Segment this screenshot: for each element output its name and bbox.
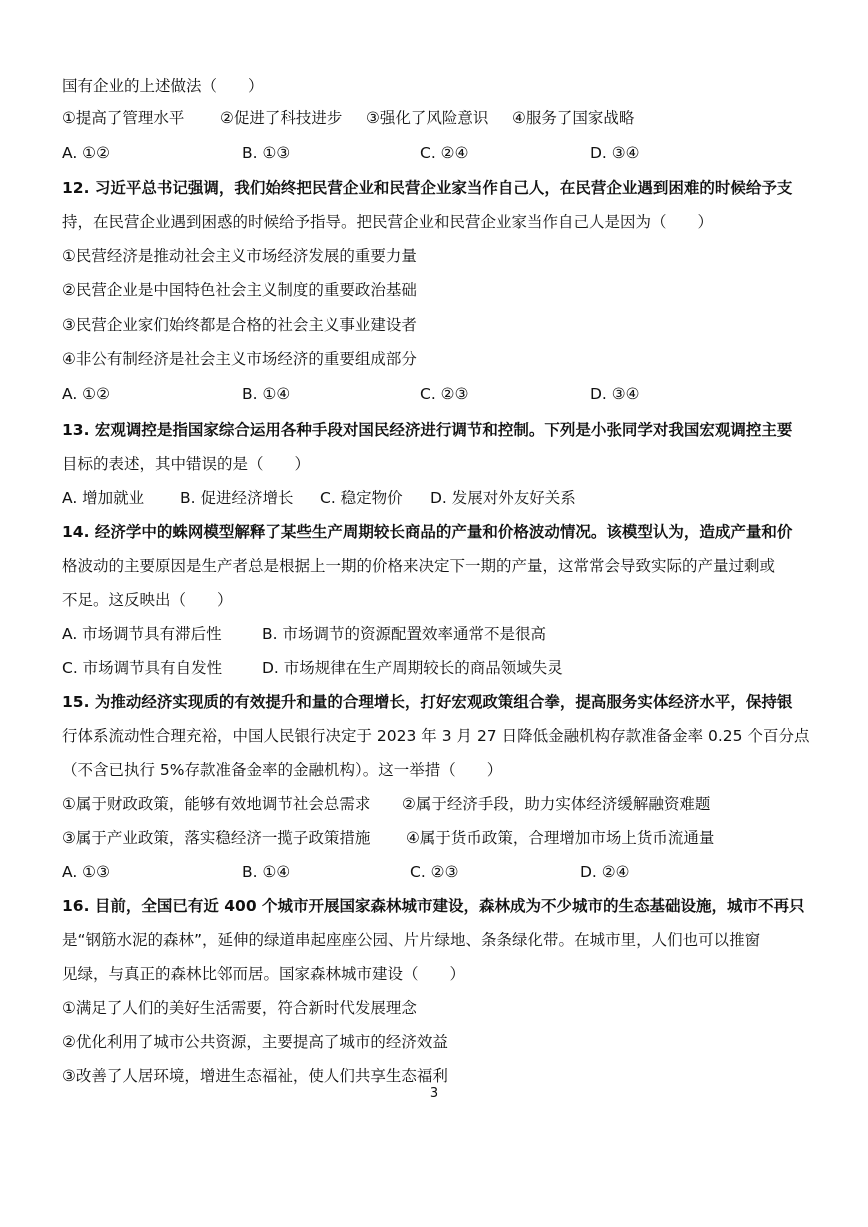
q13-stem-line-1: 13. 宏观调控是指国家综合运用各种手段对国民经济进行调节和控制。下列是小张同学对我国宏观调控主要 [62, 421, 793, 439]
q11-option-b: B. ①③ [242, 144, 291, 162]
q15-stem-line-3: （不含已执行 5%存款准备金率的金融机构）。这一举措（ ） [62, 761, 503, 779]
q11-option-a: A. ①② [62, 144, 110, 162]
q12-item-3: ③民营企业家们始终都是合格的社会主义事业建设者 [62, 316, 417, 334]
q15-option-a: A. ①③ [62, 863, 110, 881]
q12-stem-line-1: 12. 习近平总书记强调，我们始终把民营企业和民营企业家当作自己人，在民营企业遇到困难的时候给予支 [62, 179, 793, 197]
q12-stem-line-2: 持，在民营企业遇到困惑的时候给予指导。把民营企业和民营企业家当作自己人是因为（ ） [62, 213, 714, 231]
q16-stem-line-1: 16. 目前，全国已有近 400 个城市开展国家森林城市建设，森林成为不少城市的生态基础设施，城市不再只 [62, 897, 805, 915]
q15-option-c: C. ②③ [410, 863, 459, 881]
q11-item-1: ①提高了管理水平 [62, 109, 185, 127]
q15-item-1: ①属于财政政策，能够有效地调节社会总需求 [62, 795, 371, 813]
q13-option-b: B. 促进经济增长 [180, 489, 294, 507]
q12-item-4: ④非公有制经济是社会主义市场经济的重要组成部分 [62, 350, 417, 368]
page-number: 3 [429, 1086, 439, 1101]
q11-option-c: C. ②④ [420, 144, 469, 162]
q14-stem-line-3: 不足。这反映出（ ） [62, 591, 233, 609]
q12-option-a: A. ①② [62, 385, 110, 403]
q12-item-2: ②民营企业是中国特色社会主义制度的重要政治基础 [62, 281, 417, 299]
q12-option-c: C. ②③ [420, 385, 469, 403]
q15-item-2: ②属于经济手段，助力实体经济缓解融资难题 [402, 795, 711, 813]
q16-stem-line-2: 是“钢筋水泥的森林”，延伸的绿道串起座座公园、片片绿地、条条绿化带。在城市里，人们也可以推窗 [62, 931, 761, 949]
q11-item-2: ②促进了科技进步 [220, 109, 343, 127]
q11-item-3: ③强化了风险意识 [366, 109, 489, 127]
q15-stem-line-1: 15. 为推动经济实现质的有效提升和量的合理增长，打好宏观政策组合拳，提高服务实体经济水平，保持银 [62, 693, 793, 711]
q13-option-c: C. 稳定物价 [320, 489, 403, 507]
q11-stem-tail: 国有企业的上述做法（ ） [62, 77, 264, 95]
q14-stem-line-2: 格波动的主要原因是生产者总是根据上一期的价格来决定下一期的产量，这常常会导致实际的产量过剩或 [62, 557, 776, 575]
q11-item-4: ④服务了国家战略 [512, 109, 635, 127]
q15-option-b: B. ①④ [242, 863, 291, 881]
q16-item-2: ②优化利用了城市公共资源，主要提高了城市的经济效益 [62, 1033, 448, 1051]
q15-stem-line-2: 行体系流动性合理充裕，中国人民银行决定于 2023 年 3 月 27 日降低金融机构存款准备金率 0.25 个百分点 [62, 727, 810, 745]
q11-option-d: D. ③④ [590, 144, 640, 162]
q12-option-b: B. ①④ [242, 385, 291, 403]
q14-option-c: C. 市场调节具有自发性 [62, 659, 223, 677]
q15-option-d: D. ②④ [580, 863, 630, 881]
q14-option-b: B. 市场调节的资源配置效率通常不是很高 [262, 625, 546, 643]
q13-option-d: D. 发展对外友好关系 [430, 489, 576, 507]
q12-option-d: D. ③④ [590, 385, 640, 403]
q13-stem-line-2: 目标的表述，其中错误的是（ ） [62, 455, 311, 473]
q16-item-3: ③改善了人居环境，增进生态福祉，使人们共享生态福利 [62, 1067, 448, 1085]
q12-item-1: ①民营经济是推动社会主义市场经济发展的重要力量 [62, 247, 417, 265]
q14-option-d: D. 市场规律在生产周期较长的商品领域失灵 [262, 659, 563, 677]
q13-option-a: A. 增加就业 [62, 489, 145, 507]
q16-item-1: ①满足了人们的美好生活需要，符合新时代发展理念 [62, 999, 417, 1017]
q15-item-4: ④属于货币政策，合理增加市场上货币流通量 [406, 829, 715, 847]
q14-option-a: A. 市场调节具有滞后性 [62, 625, 222, 643]
q15-item-3: ③属于产业政策，落实稳经济一揽子政策措施 [62, 829, 371, 847]
q16-stem-line-3: 见绿，与真正的森林比邻而居。国家森林城市建设（ ） [62, 965, 466, 983]
q14-stem-line-1: 14. 经济学中的蛛网模型解释了某些生产周期较长商品的产量和价格波动情况。该模型认为，造成产量和价 [62, 523, 793, 541]
